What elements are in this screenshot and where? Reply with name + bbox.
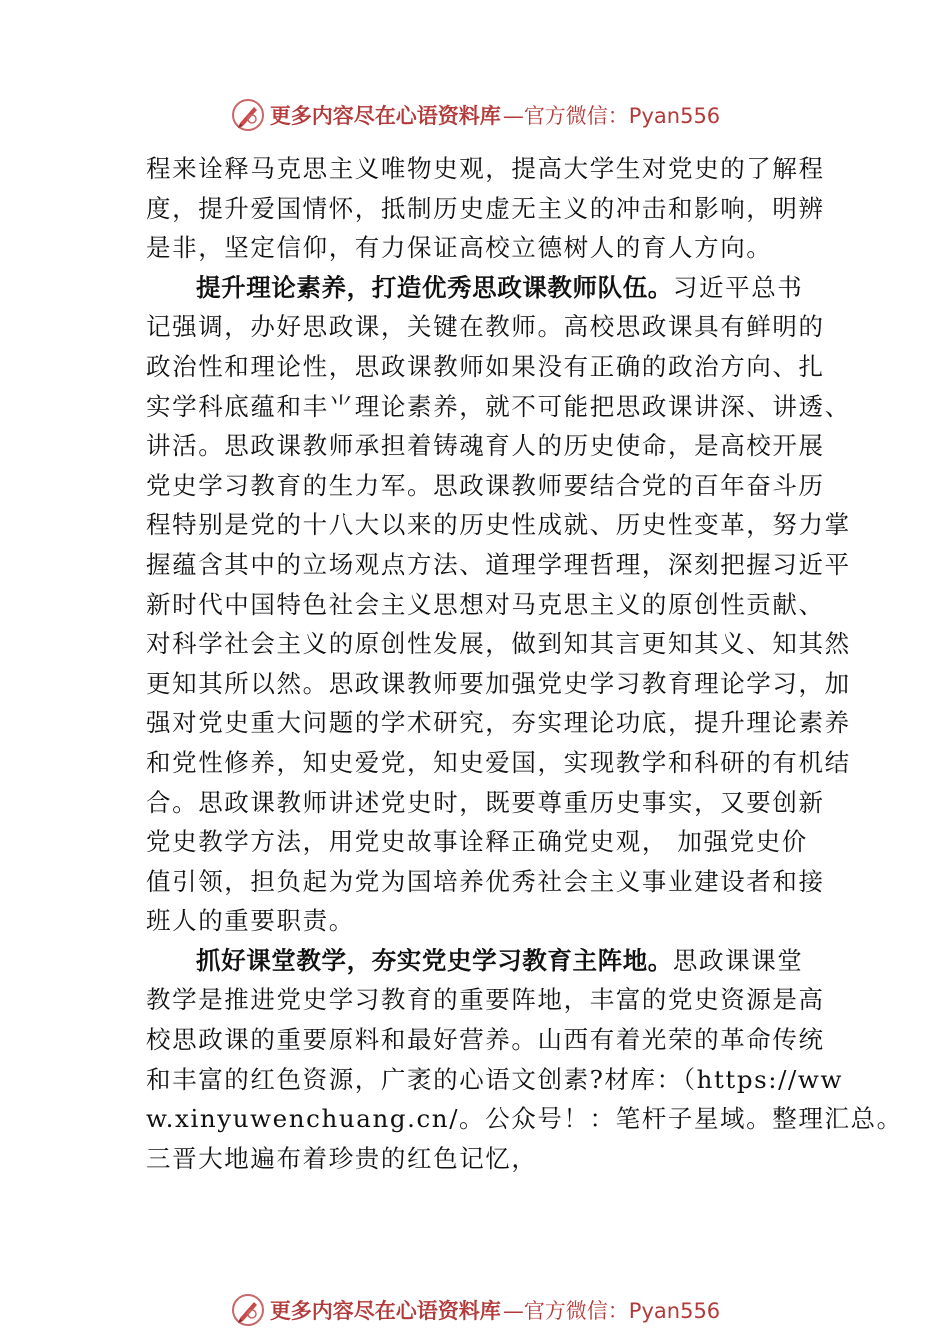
body-line: 讲活。思政课教师承担着铸魂育人的历史使命，是高校开展 (146, 431, 825, 461)
body-line: 三晋大地遍布着珍贵的红色记忆， (146, 1143, 538, 1173)
paragraph-2-first-line (146, 268, 826, 308)
header-banner-main: 更多内容尽在心语资料库 (269, 103, 501, 128)
pen-logo-icon (230, 1292, 266, 1328)
body-line: 政治性和理论性，思政课教师如果没有正确的政治方向、扎 (146, 351, 825, 381)
paragraph-2-heading: 提升理论素养，打造优秀思政课教师队伍。 (196, 272, 673, 302)
body-line: 教学是推进党史学习教育的重要阵地，丰富的党史资源是高 (146, 985, 825, 1015)
body-line: 程来诠释马克思主义唯物史观，提高大学生对党史的了解程 (146, 154, 825, 183)
paragraph-3-first-line (146, 941, 826, 981)
body-line: w.xinyuwenchuang.cn/。公众号！：笔杆子星域。整理汇总。 (146, 1104, 903, 1134)
document-body (146, 149, 903, 1178)
body-line: 是非，坚定信仰，有力保证高校立德树人的育人方向。 (146, 233, 773, 263)
footer-banner-main: 更多内容尽在心语资料库 (269, 1298, 501, 1323)
body-line: 合。思政课教师讲述党史时，既要尊重历史事实，又要创新 (146, 787, 825, 817)
footer-banner (0, 1290, 950, 1330)
paragraph-3-heading: 抓好课堂教学，夯实党史学习教育主阵地。 (196, 945, 673, 975)
body-line: 校思政课的重要原料和最好营养。山西有着光荣的革命传统 (146, 1025, 825, 1055)
body-line: 党史学习教育的生力军。思政课教师要结合党的百年奋斗历 (146, 470, 825, 500)
body-line: 值引领，担负起为党为国培养优秀社会主义事业建设者和接 (146, 866, 825, 896)
body-line: 班人的重要职责。 (146, 906, 355, 936)
body-line: 度，提升爱国情怀，抵制历史虚无主义的冲击和影响，明辨 (146, 193, 825, 223)
pen-logo-icon (230, 97, 266, 133)
paragraph-3-first-rest: 思政课课堂 (672, 945, 804, 975)
body-line: 和丰富的红色资源，广袤的心语文创素?材库：（https://ww (146, 1064, 844, 1094)
paragraph-2-first-rest: 习近平总书 (672, 272, 804, 302)
body-line: 新时代中国特色社会主义思想对马克思主义的原创性贡献、 (146, 589, 825, 619)
body-line: 强对党史重大问题的学术研究，夯实理论功底，提升理论素养 (146, 708, 851, 738)
footer-banner-sub: —官方微信：Pyan556 (502, 1299, 721, 1323)
body-line: 党史教学方法，用党史故事诠释正确党史观， 加强党史价 (146, 827, 808, 857)
body-line: 握蕴含其中的立场观点方法、道理学理哲理，深刻把握习近平 (146, 549, 851, 579)
body-line: 记强调，办好思政课，关键在教师。高校思政课具有鲜明的 (146, 312, 825, 342)
body-line: 和党性修养，知史爱党，知史爱国，实现教学和科研的有机结 (146, 747, 851, 777)
body-line: 对科学社会主义的原创性发展，做到知其言更知其义、知其然 (146, 629, 851, 659)
body-line: 实学科底蕴和丰⺌理论素养，就不可能把思政课讲深、讲透、 (146, 391, 851, 421)
header-banner-sub: —官方微信：Pyan556 (502, 104, 721, 128)
body-line: 程特别是党的十八大以来的历史性成就、历史性变革，努力掌 (146, 510, 851, 540)
body-line: 更知其所以然。思政课教师要加强党史学习教育理论学习，加 (146, 668, 851, 698)
header-banner (0, 95, 950, 135)
